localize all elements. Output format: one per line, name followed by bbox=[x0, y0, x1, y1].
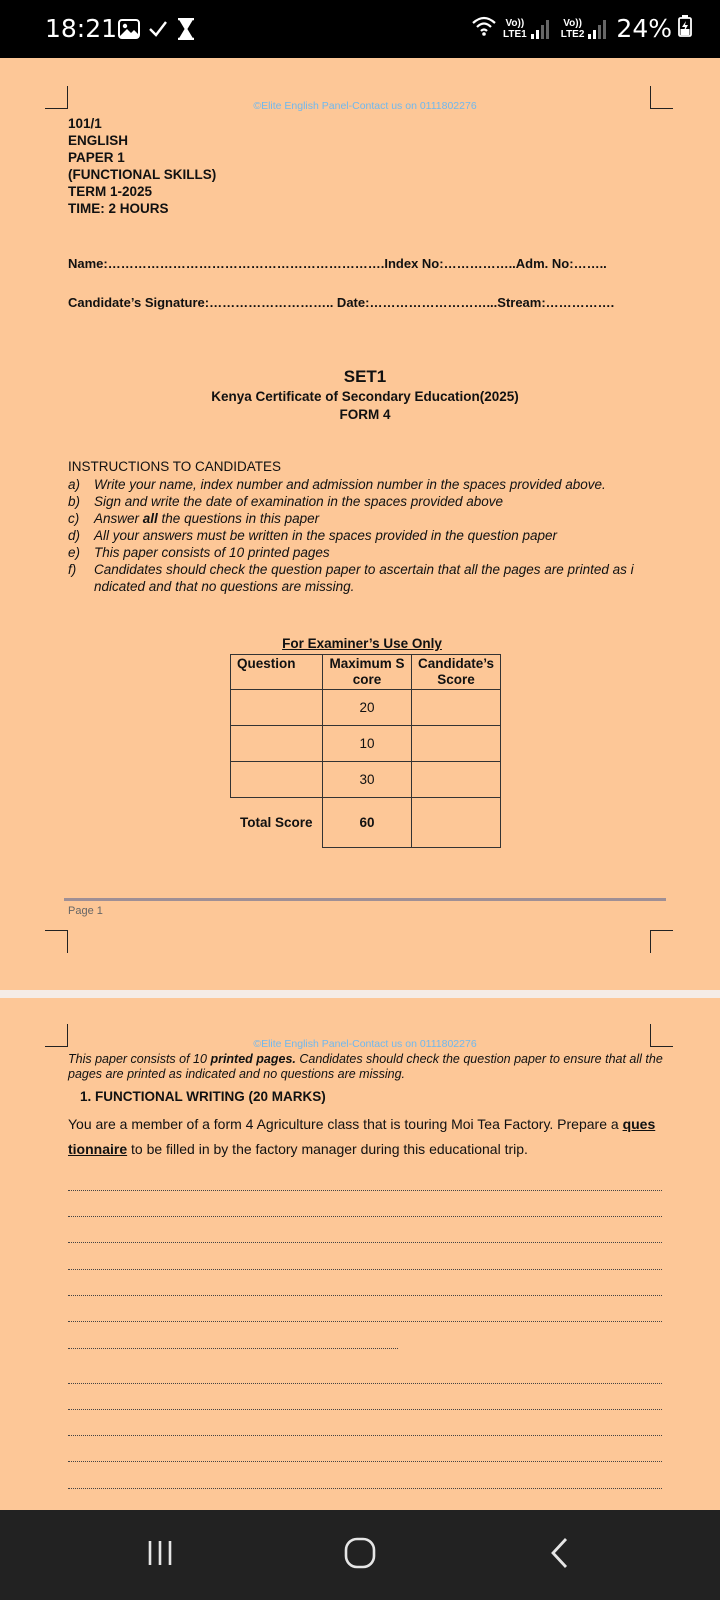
instructions-list bbox=[68, 476, 668, 595]
page-2 bbox=[0, 998, 720, 1510]
answer-line bbox=[68, 1383, 662, 1384]
table-row bbox=[231, 690, 501, 726]
table-header-row bbox=[231, 655, 501, 690]
navigation-bar bbox=[0, 1510, 720, 1600]
page-footer-divider bbox=[64, 898, 666, 901]
signal-icon bbox=[531, 19, 549, 39]
questionnaire-emphasis: ques tionnaire bbox=[68, 1116, 656, 1157]
answer-line bbox=[68, 1321, 662, 1322]
table-row bbox=[231, 726, 501, 762]
answer-line bbox=[68, 1488, 662, 1489]
table-cell bbox=[412, 726, 501, 762]
table-total-row bbox=[231, 798, 501, 848]
watermark: ©Elite English Panel-Contact us on 0111802276 bbox=[253, 100, 477, 112]
table-row bbox=[231, 762, 501, 798]
check-icon bbox=[148, 20, 168, 43]
home-icon bbox=[344, 1537, 376, 1574]
answer-line bbox=[68, 1216, 662, 1217]
wifi-icon bbox=[471, 15, 497, 42]
signature-date-line: Candidate’s Signature:……………………….. Date:………………………...Stream:……………. bbox=[68, 295, 615, 310]
instruction-item: d) All your answers must be written in the spaces provided in the question paper bbox=[68, 528, 558, 543]
home-button[interactable] bbox=[336, 1538, 384, 1572]
name-index-line: Name:……………………………………………………….Index No:……………..Adm. No:…….. bbox=[68, 256, 607, 271]
table-cell bbox=[231, 726, 323, 762]
form-level: FORM 4 bbox=[339, 407, 391, 422]
instruction-item: c) Answer all the questions in this paper bbox=[68, 511, 320, 526]
status-bar bbox=[0, 0, 720, 58]
sim2-indicator: Vo)) LTE2 bbox=[560, 17, 585, 40]
answer-line bbox=[68, 1242, 662, 1243]
table-cell: 10 bbox=[323, 726, 412, 762]
instruction-item: f) Candidates should check the question paper to ascertain that all the pages are printed as i ndicated and that no questions are missing. bbox=[68, 562, 634, 594]
answer-line bbox=[68, 1435, 662, 1436]
table-cell bbox=[231, 762, 323, 798]
table-cell: 30 bbox=[323, 762, 412, 798]
page-number: Page 1 bbox=[68, 905, 103, 917]
total-score-label: Total Score bbox=[231, 798, 323, 848]
answer-line bbox=[68, 1295, 662, 1296]
table-cell: 20 bbox=[323, 690, 412, 726]
question-body: You are a member of a form 4 Agriculture class that is touring Moi Tea Factory. Prepare a ques tionnaire to be filled in by the factory manager during this educational trip. bbox=[68, 1116, 656, 1157]
battery-charging-icon bbox=[678, 15, 692, 42]
page-1 bbox=[0, 58, 720, 990]
answer-line bbox=[68, 1461, 662, 1462]
back-button[interactable] bbox=[540, 1538, 580, 1572]
hourglass-icon bbox=[176, 18, 196, 45]
table-header: Candidate’s Score bbox=[412, 655, 501, 690]
instruction-item: a) Write your name, index number and admission number in the spaces provided above. bbox=[68, 477, 606, 492]
crop-mark bbox=[650, 930, 673, 953]
answer-line bbox=[68, 1269, 662, 1270]
examiner-table bbox=[230, 654, 501, 848]
document-viewer[interactable] bbox=[0, 58, 720, 1510]
recents-icon bbox=[145, 1538, 175, 1573]
answer-line bbox=[68, 1409, 662, 1410]
instructions-title: INSTRUCTIONS TO CANDIDATES bbox=[68, 459, 282, 474]
exam-title: Kenya Certificate of Secondary Education(2025) bbox=[211, 389, 519, 404]
table-cell bbox=[412, 798, 501, 848]
table-cell bbox=[412, 690, 501, 726]
recents-button[interactable] bbox=[140, 1538, 180, 1572]
status-time: 18:21 bbox=[45, 14, 118, 43]
answer-line bbox=[68, 1190, 662, 1191]
question-title: 1. FUNCTIONAL WRITING (20 MARKS) bbox=[80, 1089, 326, 1104]
table-cell bbox=[412, 762, 501, 798]
gallery-icon bbox=[118, 19, 140, 44]
crop-mark bbox=[45, 930, 68, 953]
sim1-indicator: Vo)) LTE1 bbox=[502, 17, 527, 40]
instruction-item: b) Sign and write the date of examination in the spaces provided above bbox=[68, 494, 504, 509]
table-header: Maximum S core bbox=[323, 655, 412, 690]
examiner-table-title: For Examiner’s Use Only bbox=[282, 636, 442, 651]
signal-icon bbox=[588, 19, 606, 39]
answer-line bbox=[68, 1348, 398, 1349]
back-icon bbox=[548, 1536, 572, 1575]
battery-percent: 24% bbox=[616, 14, 672, 43]
paper-header: 101/1 ENGLISH PAPER 1 (FUNCTIONAL SKILLS) TERM 1-2025 TIME: 2 HOURS bbox=[68, 116, 217, 216]
page-intro: This paper consists of 10 printed pages. Candidates should check the question paper to ensure that all the pages are printed as indicated and no questions are missing. bbox=[68, 1052, 663, 1081]
watermark: ©Elite English Panel-Contact us on 0111802276 bbox=[253, 1038, 477, 1050]
set-title: SET1 bbox=[343, 367, 387, 386]
total-score-value: 60 bbox=[323, 798, 412, 848]
table-cell bbox=[231, 690, 323, 726]
table-header: Question bbox=[231, 655, 323, 690]
instruction-item: e) This paper consists of 10 printed pages bbox=[68, 545, 330, 560]
